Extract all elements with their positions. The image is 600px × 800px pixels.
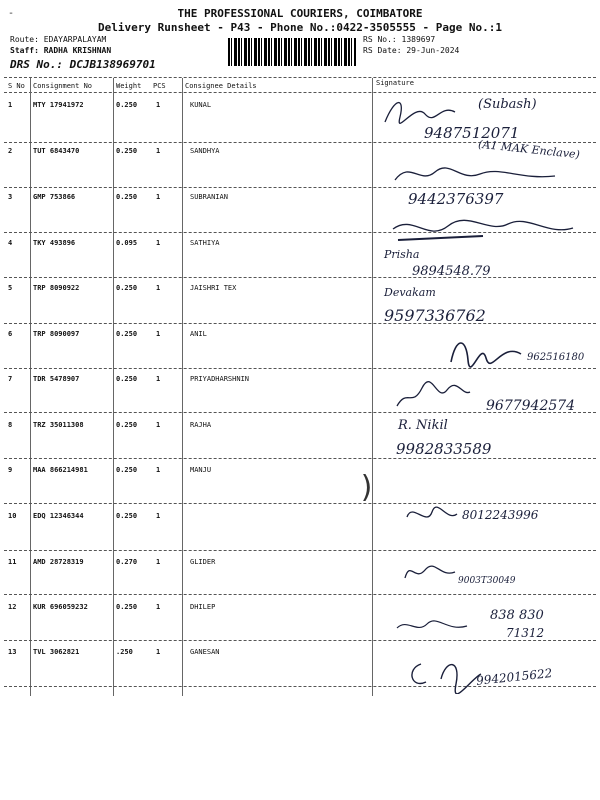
row13-rule bbox=[4, 686, 596, 687]
drs-number: DRS No.: DCJB138969701 bbox=[10, 58, 156, 71]
row5-rule bbox=[4, 323, 596, 324]
row12-handwritten-number-2: 71312 bbox=[506, 626, 545, 640]
row5-consignee: JAISHRI TEX bbox=[190, 284, 237, 292]
row2-consignee: SANDHYA bbox=[190, 147, 220, 155]
row12-pcs: 1 bbox=[156, 603, 161, 611]
col-divider-2 bbox=[113, 78, 114, 696]
row11-pcs: 1 bbox=[156, 558, 161, 566]
row5-sno: 5 bbox=[8, 284, 13, 292]
bracket-mark: ) bbox=[358, 470, 377, 505]
row7-handwritten-phone: 9677942574 bbox=[486, 398, 576, 414]
row13-pcs: 1 bbox=[156, 648, 161, 656]
row2-consignment: TUT 6843470 bbox=[33, 147, 80, 155]
col-header-consignee: Consignee Details bbox=[185, 82, 257, 90]
row7-sno: 7 bbox=[8, 375, 13, 383]
row4-consignment: TKY 493896 bbox=[33, 239, 76, 247]
row6-weight: 0.250 bbox=[116, 330, 138, 338]
row2-signature-scribble bbox=[390, 160, 560, 190]
corner-mark: - bbox=[8, 8, 15, 19]
row12-consignment: KUR 696059232 bbox=[33, 603, 88, 611]
col-divider-1 bbox=[30, 78, 31, 696]
row13-handwritten-phone: 9942015622 bbox=[475, 666, 553, 688]
row6-signature-scribble bbox=[446, 332, 526, 368]
row8-weight: 0.250 bbox=[116, 421, 138, 429]
row6-sno: 6 bbox=[8, 330, 13, 338]
row8-handwritten-name: R. Nikil bbox=[398, 418, 448, 433]
staff-label: Staff: RADHA KRISHNAN bbox=[10, 46, 112, 55]
row6-pcs: 1 bbox=[156, 330, 161, 338]
row4-consignee: SATHIYA bbox=[190, 239, 220, 247]
row11-weight: 0.270 bbox=[116, 558, 138, 566]
row3-weight: 0.250 bbox=[116, 193, 138, 201]
row9-consignee: MANJU bbox=[190, 466, 212, 474]
runsheet-title: Delivery Runsheet - P43 - Phone No.:0422-3505555 - Page No.:1 bbox=[98, 21, 502, 34]
row11-sno: 11 bbox=[8, 558, 17, 566]
row7-consignee: PRIYADHARSHNIN bbox=[190, 375, 250, 383]
row4-sno: 4 bbox=[8, 239, 13, 247]
row6-consignee: ANIL bbox=[190, 330, 207, 338]
col-header-sno: S No bbox=[8, 82, 25, 90]
row6-consignment: TRP 8090097 bbox=[33, 330, 80, 338]
row5-consignment: TRP 8090922 bbox=[33, 284, 80, 292]
barcode-image bbox=[228, 38, 356, 66]
row2-handwritten-note: (A1 MAK Enclave) bbox=[477, 137, 581, 162]
col-divider-3 bbox=[182, 78, 183, 696]
col-header-signature: Signature bbox=[376, 79, 414, 87]
table-top-rule bbox=[4, 77, 596, 78]
row1-pcs: 1 bbox=[156, 101, 161, 109]
row9-consignment: MAA 866214981 bbox=[33, 466, 88, 474]
row4-rule bbox=[4, 277, 596, 278]
row11-consignee: GLIDER bbox=[190, 558, 216, 566]
row9-rule bbox=[4, 503, 596, 504]
row10-signature-scribble bbox=[402, 502, 462, 526]
row9-weight: 0.250 bbox=[116, 466, 138, 474]
row10-rule bbox=[4, 550, 596, 551]
row4-pcs: 1 bbox=[156, 239, 161, 247]
header-rule bbox=[4, 92, 596, 93]
row10-sno: 10 bbox=[8, 512, 17, 520]
route-label: Route: EDAYARPALAYAM bbox=[10, 35, 107, 44]
row11-handwritten-phone: 9003T30049 bbox=[458, 576, 516, 586]
row8-consignment: TRZ 35011308 bbox=[33, 421, 84, 429]
row7-signature-scribble bbox=[392, 378, 472, 410]
row10-weight: 0.250 bbox=[116, 512, 138, 520]
row11-consignment: AMD 28728319 bbox=[33, 558, 84, 566]
row1-handwritten-phone: 9487512071 bbox=[424, 124, 520, 142]
row4-handwritten-phone: 9894548.79 bbox=[412, 264, 491, 279]
row3-handwritten-phone: 9442376397 bbox=[408, 190, 504, 208]
row11-signature-scribble bbox=[400, 560, 460, 584]
row1-handwritten-name: (Subash) bbox=[478, 97, 537, 112]
row6-handwritten-phone: 962516180 bbox=[527, 352, 585, 363]
row13-consignee: GANESAN bbox=[190, 648, 220, 656]
col-divider-4 bbox=[372, 78, 373, 696]
row2-weight: 0.250 bbox=[116, 147, 138, 155]
row7-pcs: 1 bbox=[156, 375, 161, 383]
row8-rule bbox=[4, 458, 596, 459]
row8-pcs: 1 bbox=[156, 421, 161, 429]
col-header-pcs: PCS bbox=[153, 82, 166, 90]
row1-sno: 1 bbox=[8, 101, 13, 109]
row3-consignee: SUBRANIAN bbox=[190, 193, 228, 201]
row6-rule bbox=[4, 368, 596, 369]
row1-consignment: MTY 17941972 bbox=[33, 101, 84, 109]
row13-signature-scribble bbox=[406, 654, 486, 694]
row12-signature-scribble bbox=[392, 616, 472, 636]
row12-consignee: DHILEP bbox=[190, 603, 216, 611]
row4-handwritten-name: Prisha bbox=[384, 248, 420, 261]
row7-consignment: TDR 5478907 bbox=[33, 375, 80, 383]
row8-sno: 8 bbox=[8, 421, 13, 429]
row13-consignment: TVL 3062821 bbox=[33, 648, 80, 656]
row5-pcs: 1 bbox=[156, 284, 161, 292]
row2-sno: 2 bbox=[8, 147, 13, 155]
rs-number: RS No.: 1389697 bbox=[363, 35, 436, 44]
row12-weight: 0.250 bbox=[116, 603, 138, 611]
row11-rule bbox=[4, 594, 596, 595]
row7-weight: 0.250 bbox=[116, 375, 138, 383]
row5-handwritten-phone: 9597336762 bbox=[384, 306, 486, 325]
row8-handwritten-phone: 9982833589 bbox=[396, 440, 492, 458]
row3-consignment: GMP 753866 bbox=[33, 193, 76, 201]
row1-consignee: KUNAL bbox=[190, 101, 212, 109]
col-header-consignment: Consignment No bbox=[33, 82, 93, 90]
row3-sno: 3 bbox=[8, 193, 13, 201]
row10-handwritten-phone: 8012243996 bbox=[462, 508, 539, 522]
row12-handwritten-number-1: 838 830 bbox=[490, 608, 544, 623]
row3-pcs: 1 bbox=[156, 193, 161, 201]
row9-pcs: 1 bbox=[156, 466, 161, 474]
row9-sno: 9 bbox=[8, 466, 13, 474]
rs-date: RS Date: 29-Jun-2024 bbox=[363, 46, 460, 55]
row4-weight: 0.095 bbox=[116, 239, 138, 247]
row4-signature-scribble bbox=[388, 214, 578, 244]
row13-sno: 13 bbox=[8, 648, 17, 656]
row5-weight: 0.250 bbox=[116, 284, 138, 292]
row8-consignee: RAJHA bbox=[190, 421, 212, 429]
row10-consignment: EDQ 12346344 bbox=[33, 512, 84, 520]
row2-pcs: 1 bbox=[156, 147, 161, 155]
row12-sno: 12 bbox=[8, 603, 17, 611]
row1-weight: 0.250 bbox=[116, 101, 138, 109]
row10-pcs: 1 bbox=[156, 512, 161, 520]
col-header-weight: Weight bbox=[116, 82, 142, 90]
row5-handwritten-name: Devakam bbox=[384, 286, 436, 299]
row13-weight: .250 bbox=[116, 648, 133, 656]
row12-rule bbox=[4, 640, 596, 641]
company-title: THE PROFESSIONAL COURIERS, COIMBATORE bbox=[177, 7, 423, 20]
